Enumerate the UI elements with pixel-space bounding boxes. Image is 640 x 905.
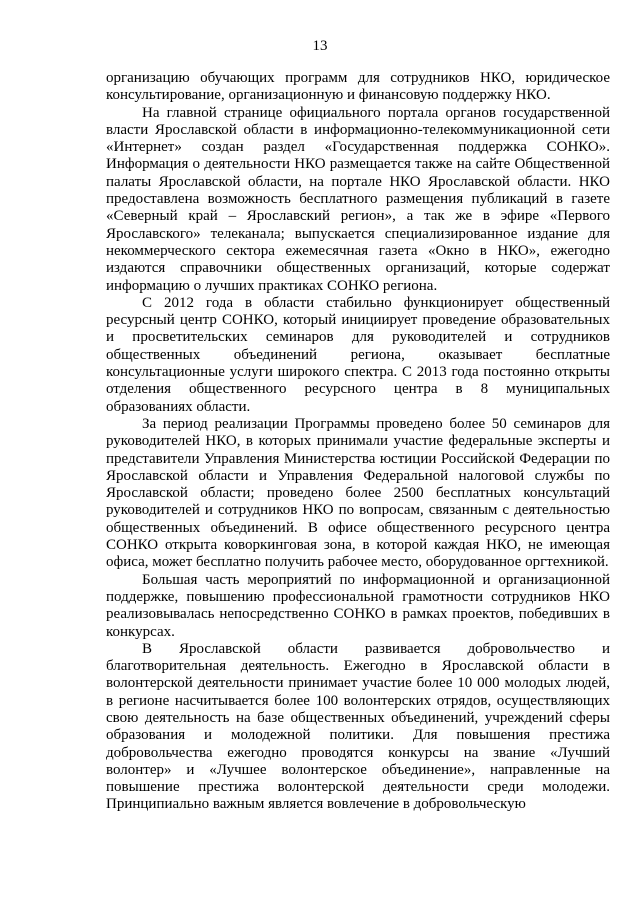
- paragraph-portal-info: На главной странице официального портала органов государственной власти Ярославской области в информационно-телекоммуникационной сети «Интернет» создан раздел «Государственная поддержка СОНКО». Информация о деятельности НКО размещается также на сайте Общественной палаты Ярославской области, на портале НКО Ярославской области. НКО предоставлена возможность бесплатного размещения публикаций в газете «Северный край – Ярославский регион», а так же в эфире «Первого Ярославского» телеканала; выпускается специализированное издание для некоммерческого сектора ежемесячная газета «Окно в НКО», ежегодно издаются справочники общественных организаций, которые содержат информацию о лучших практиках СОНКО региона.: [106, 104, 610, 294]
- paragraph-resource-center: С 2012 года в области стабильно функционирует общественный ресурсный центр СОНКО, который инициирует проведение образовательных и просветительских семинаров для руководителей и сотрудников общественных объединений региона, оказывает бесплатные консультационные услуги широкого спектра. С 2013 года постоянно открыты отделения общественного ресурсного центра в 8 муниципальных образованиях области.: [106, 294, 610, 415]
- paragraph-continuation: организацию обучающих программ для сотрудников НКО, юридическое консультирование, организационную и финансовую поддержку НКО.: [106, 70, 610, 104]
- paragraph-seminars: За период реализации Программы проведено более 50 семинаров для руководителей НКО, в которых принимали участие федеральные эксперты и представители Управления Министерства юстиции Российской Федерации по Ярославской области и Управления Федеральной налоговой службы по Ярославской области; проведено более 2500 бесплатных консультаций руководителей и сотрудников НКО по вопросам, связанным с деятельностью общественных объединений. В офисе общественного ресурсного центра СОНКО открыта коворкинговая зона, в которой каждая НКО, не имеющая офиса, может бесплатно получить рабочее место, оборудованное оргтехникой.: [106, 415, 610, 571]
- document-body: [106, 70, 610, 814]
- page-number: 13: [312, 38, 328, 54]
- paragraph-support: Большая часть мероприятий по информационной и организационной поддержке, повышению профессиональной грамотности сотрудников НКО реализовывалась непосредственно СОНКО в рамках проектов, победивших в конкурсах.: [106, 571, 610, 640]
- paragraph-volunteering: В Ярославской области развивается добровольчество и благотворительная деятельность. Ежегодно в Ярославской области в волонтерской деятельности принимает участие более 10 000 молодых людей, в регионе насчитывается более 100 волонтерских отрядов, осуществляющих свою деятельность на базе общественных объединений, учреждений сферы образования и молодежной политики. Для повышения престижа добровольчества ежегодно проводятся конкурсы на звание «Лучший волонтер» и «Лучшее волонтерское объединение», направленные на повышение престижа волонтерской деятельности среди молодежи. Принципиально важным является вовлечение в добровольческую: [106, 640, 610, 813]
